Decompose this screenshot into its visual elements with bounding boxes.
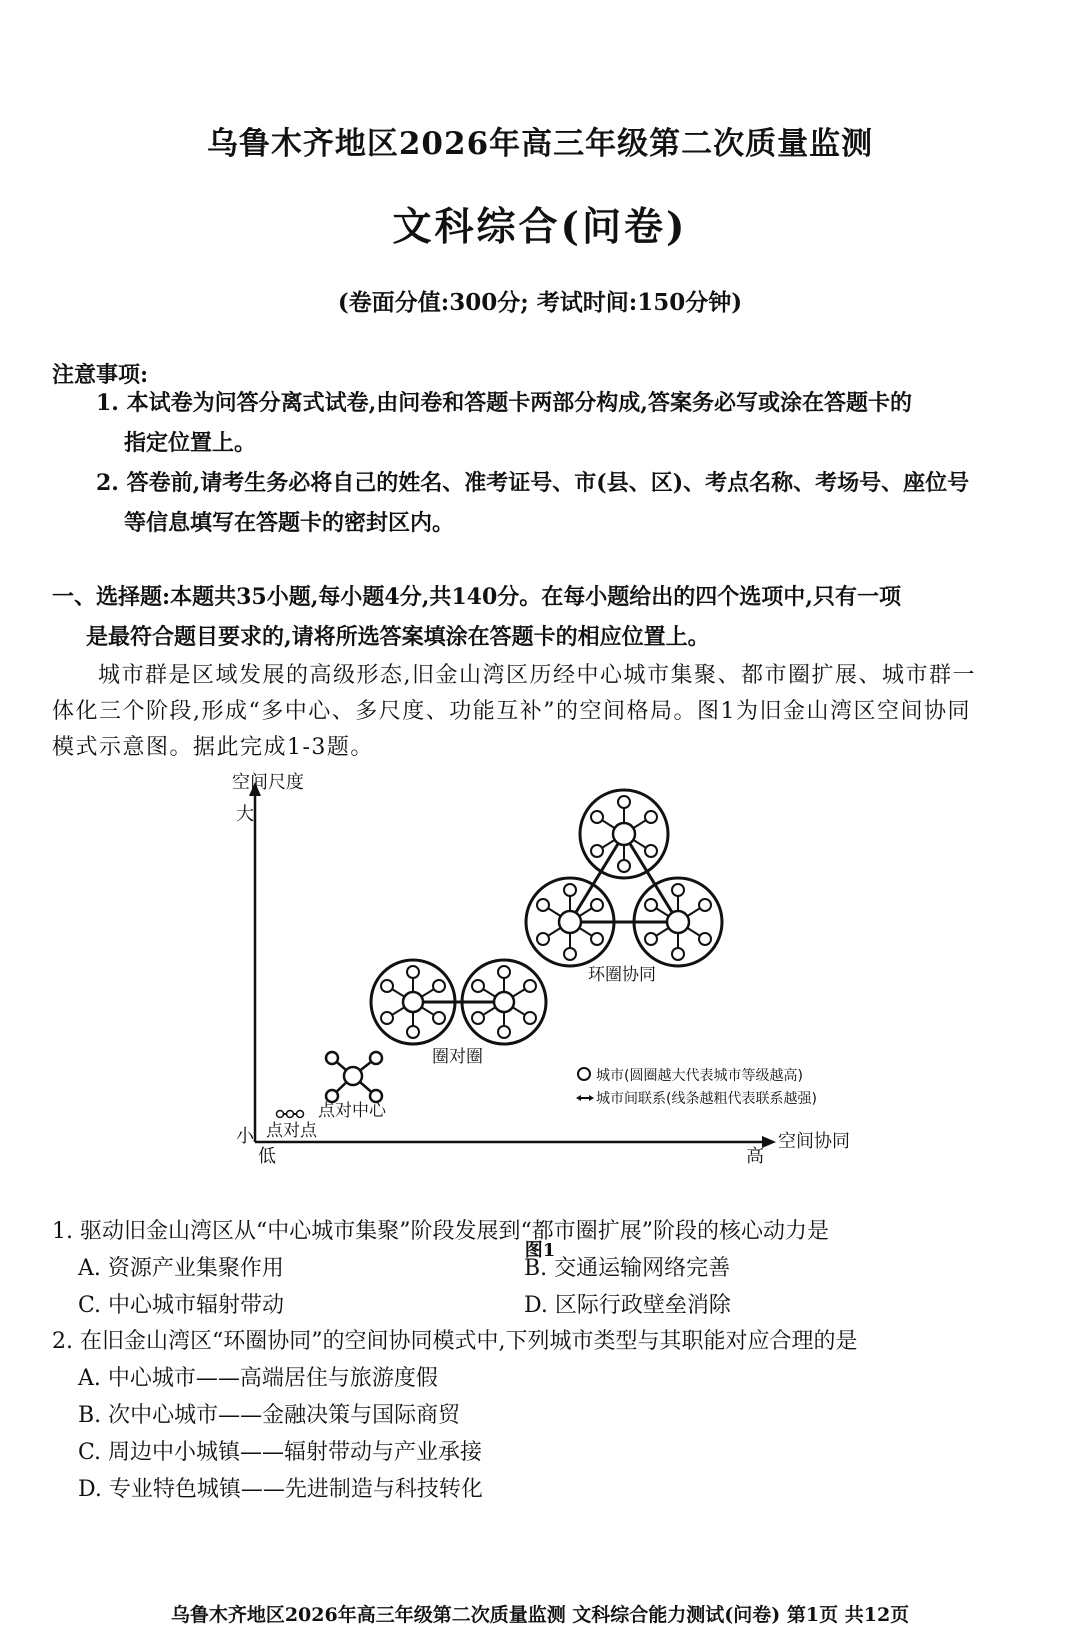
x-low-label: 低 bbox=[258, 1146, 276, 1167]
legend-city-icon bbox=[578, 1068, 590, 1080]
stage-point-to-point bbox=[277, 1111, 304, 1118]
y-low-label: 小 bbox=[236, 1126, 254, 1147]
intro-line-3: 模式示意图。据此完成1-3题。 bbox=[52, 735, 374, 760]
question-2-option-c: C. 周边中小城镇——辐射带动与产业承接 bbox=[78, 1440, 483, 1465]
notice-item-2-line1: 2. 答卷前,请考生务必将自己的姓名、准考证号、市(县、区)、考点名称、考场号、座位号 bbox=[96, 470, 970, 496]
stage-circle-to-circle bbox=[371, 960, 546, 1044]
page-footer: 乌鲁木齐地区2026年高三年级第二次质量监测 文科综合能力测试(问卷) 第1页 共12页 bbox=[170, 1604, 910, 1626]
intro-line-2: 体化三个阶段,形成“多中心、多尺度、功能互补”的空间格局。图1为旧金山湾区空间协同 bbox=[52, 699, 971, 724]
stage-label-circle-to-circle: 圈对圈 bbox=[432, 1047, 483, 1067]
figure-caption: 图1 bbox=[524, 1240, 556, 1261]
notice-item-2-line2: 等信息填写在答题卡的密封区内。 bbox=[124, 510, 455, 536]
y-high-label: 大 bbox=[236, 804, 254, 825]
question-2-option-b: B. 次中心城市——金融决策与国际商贸 bbox=[78, 1403, 461, 1428]
figure-1-diagram bbox=[0, 770, 1080, 1210]
x-high-label: 高 bbox=[746, 1146, 764, 1167]
legend bbox=[576, 1067, 817, 1107]
stage-label-ring-synergy: 环圈协同 bbox=[588, 965, 656, 985]
question-1-option-b: B. 交通运输网络完善 bbox=[524, 1256, 731, 1281]
section1-heading-line1: 一、选择题:本题共35小题,每小题4分,共140分。在每小题给出的四个选项中,只有一项 bbox=[52, 584, 901, 610]
intro-line-1: 城市群是区域发展的高级形态,旧金山湾区历经中心城市集聚、都市圈扩展、城市群一 bbox=[98, 663, 976, 688]
exam-subtitle: 文科综合(问卷) bbox=[392, 204, 688, 250]
stage-point-to-center bbox=[326, 1052, 382, 1102]
legend-link-text: 城市间联系(线条越粗代表联系越强) bbox=[596, 1091, 817, 1107]
question-2-option-a: A. 中心城市——高端居住与旅游度假 bbox=[78, 1366, 438, 1391]
exam-info: (卷面分值:300分; 考试时间:150分钟) bbox=[337, 289, 743, 316]
question-1-option-a: A. 资源产业集聚作用 bbox=[78, 1256, 284, 1281]
notice-title: 注意事项: bbox=[52, 362, 149, 388]
stage-label-point-to-center: 点对中心 bbox=[318, 1101, 386, 1121]
question-1-option-c: C. 中心城市辐射带动 bbox=[78, 1293, 285, 1318]
legend-city-text: 城市(圆圈越大代表城市等级越高) bbox=[596, 1068, 803, 1084]
question-2-option-d: D. 专业特色城镇——先进制造与科技转化 bbox=[78, 1477, 483, 1502]
question-1-stem: 1. 驱动旧金山湾区从“中心城市集聚”阶段发展到“都市圈扩展”阶段的核心动力是 bbox=[52, 1219, 829, 1244]
section1-heading-line2: 是最符合题目要求的,请将所选答案填涂在答题卡的相应位置上。 bbox=[86, 624, 710, 650]
question-2-stem: 2. 在旧金山湾区“环圈协同”的空间协同模式中,下列城市类型与其职能对应合理的是 bbox=[52, 1329, 858, 1354]
notice-item-1-line2: 指定位置上。 bbox=[124, 430, 257, 456]
x-axis-arrow bbox=[762, 1136, 776, 1148]
y-axis-label: 空间尺度 bbox=[232, 772, 304, 793]
notice-item-1-line1: 1. 本试卷为问答分离式试卷,由问卷和答题卡两部分构成,答案务必写或涂在答题卡的 bbox=[96, 390, 912, 416]
exam-title: 乌鲁木齐地区2026年高三年级第二次质量监测 bbox=[206, 126, 874, 162]
stage-label-point-to-point: 点对点 bbox=[266, 1121, 317, 1141]
question-1-option-d: D. 区际行政壁垒消除 bbox=[524, 1293, 731, 1318]
stage-ring-synergy bbox=[526, 790, 722, 966]
x-axis-label: 空间协同 bbox=[778, 1131, 850, 1152]
